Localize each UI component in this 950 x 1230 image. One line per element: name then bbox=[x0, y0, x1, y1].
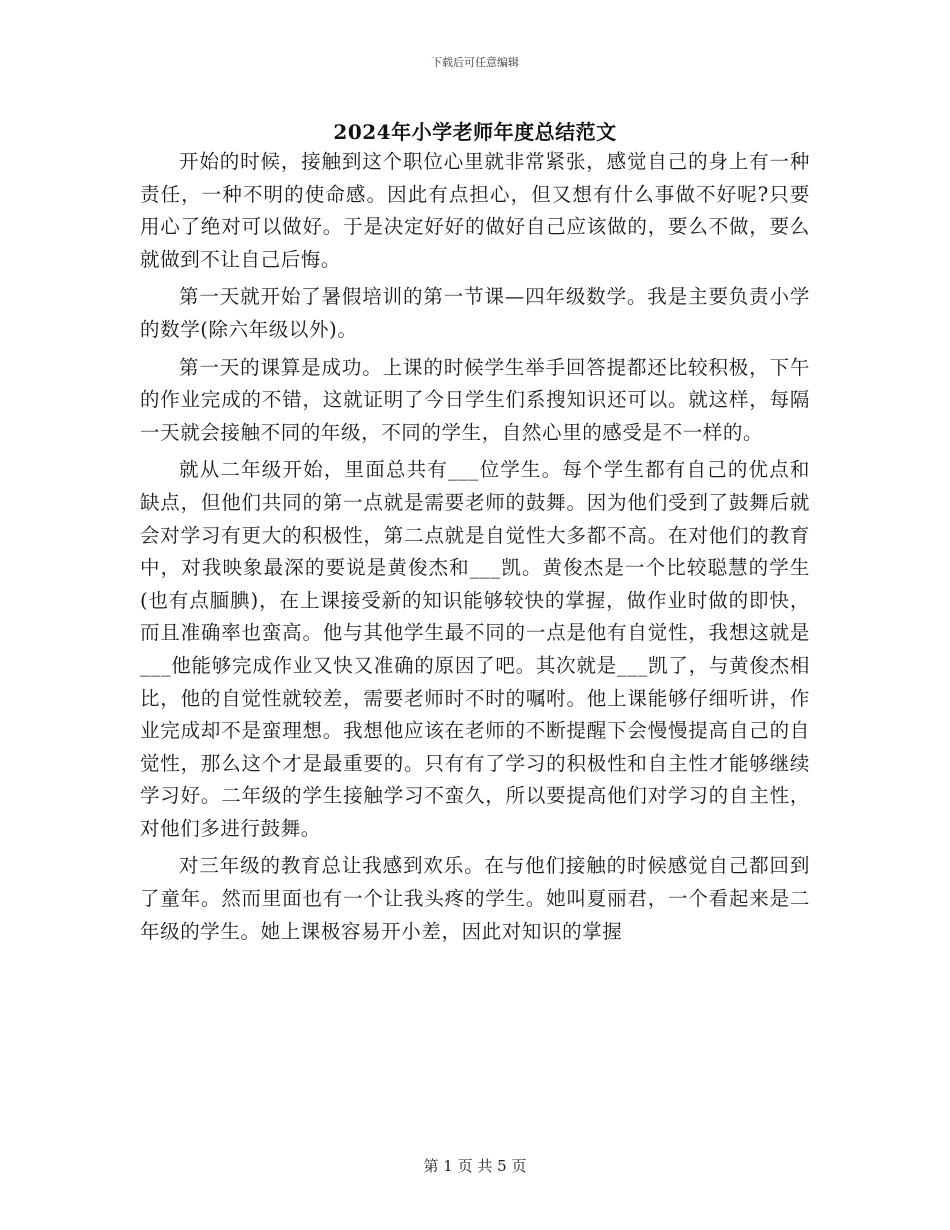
paragraph: 开始的时候，接触到这个职位心里就非常紧张，感觉自己的身上有一种责任，一种不明的使命感。因此有点担心，但又想有什么事做不好呢?只要用心了绝对可以做好。于是决定好好的做好自己应该做的，要么不做，要么就做到不让自己后悔。 bbox=[140, 150, 810, 271]
paragraph: 就从二年级开始，里面总共有___位学生。每个学生都有自己的优点和缺点，但他们共同的第一点就是需要老师的鼓舞。因为他们受到了鼓舞后就会对学习有更大的积极性，第二点就是自觉性大多都不高。在对他们的教育中，对我映象最深的要说是黄俊杰和___凯。黄俊杰是一个比较聪慧的学生(也有点腼腆)，在上课接受新的知识能够较快的掌握，做作业时做的即快，而且准确率也蛮高。他与其他学生最不同的一点是他有自觉性，我想这就是___他能够完成作业又快又准确的原因了吧。其次就是___凯了，与黄俊杰相比，他的自觉性就较差，需要老师时不时的嘱咐。他上课能够仔细听讲，作业完成却不是蛮理想。我想他应该在老师的不断提醒下会慢慢提高自己的自觉性，那么这个才是最重要的。只有有了学习的积极性和自主性才能够继续学习好。二年级的学生接触学习不蛮久，所以要提高他们对学习的自主性，对他们多进行鼓舞。 bbox=[140, 458, 810, 840]
paragraph: 第一天就开始了暑假培训的第一节课—四年级数学。我是主要负责小学的数学(除六年级以外)。 bbox=[140, 285, 810, 341]
document-title: 2024年小学老师年度总结范文 bbox=[333, 120, 617, 144]
header-note: 下载后可任意编辑 bbox=[431, 56, 519, 69]
paragraph: 对三年级的教育总让我感到欢乐。在与他们接触的时候感觉自己都回到了童年。然而里面也有一个让我头疼的学生。她叫夏丽君，一个看起来是二年级的学生。她上课极容易开小差，因此对知识的掌握 bbox=[140, 854, 810, 943]
paragraph: 第一天的课算是成功。上课的时候学生举手回答提都还比较积极，下午的作业完成的不错，这就证明了今日学生们系搜知识还可以。就这样，每隔一天就会接触不同的年级，不同的学生，自然心里的感受是不一样的。 bbox=[140, 355, 810, 444]
page-footer: 第 1 页 共 5 页 bbox=[423, 1157, 527, 1175]
document-body bbox=[140, 146, 810, 948]
